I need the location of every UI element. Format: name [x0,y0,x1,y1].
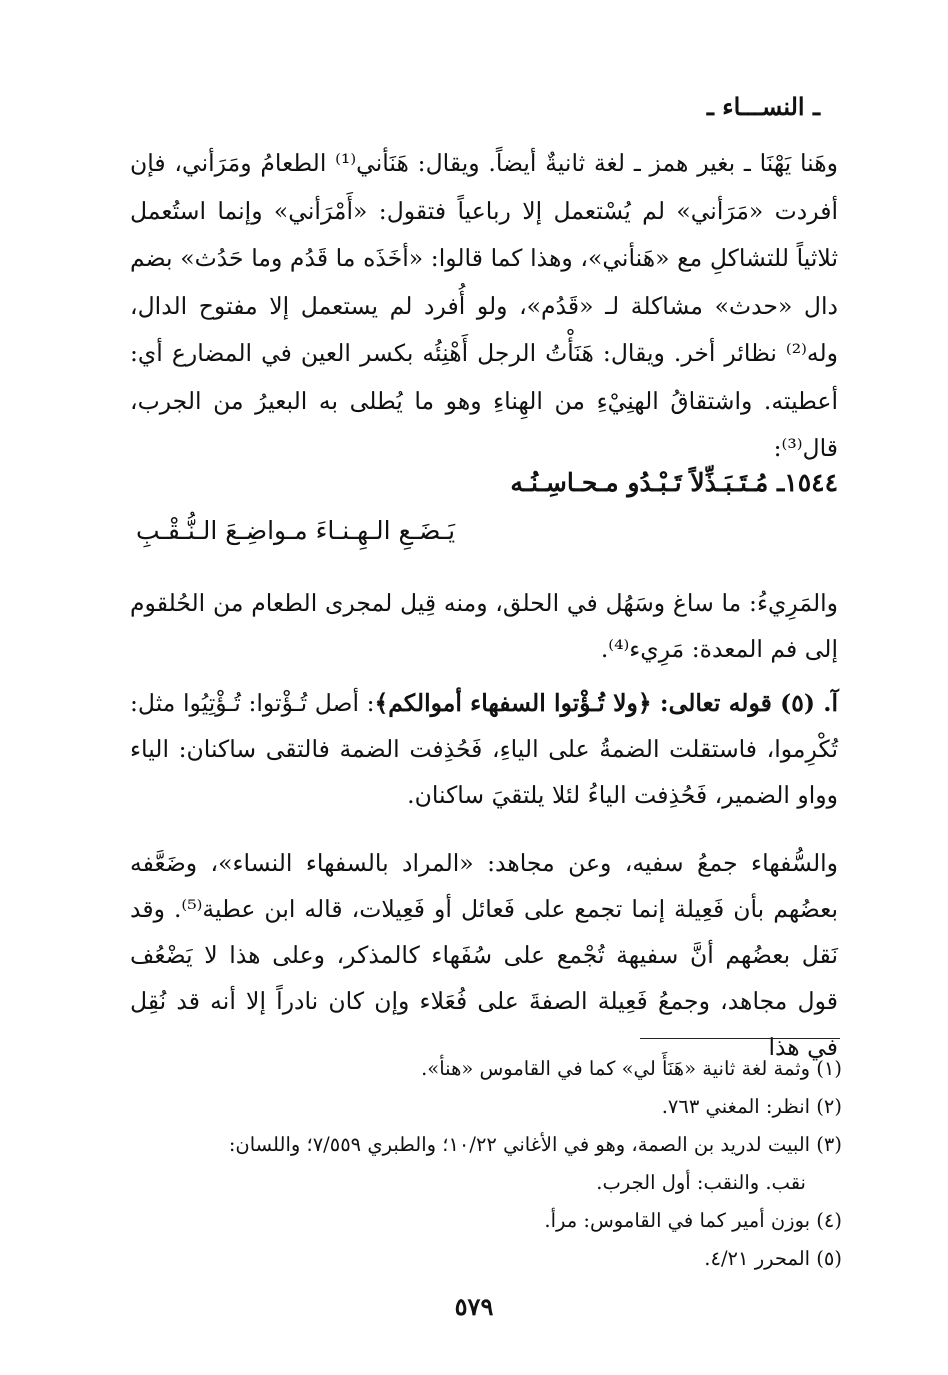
paragraph-3-text: : أصل تُـؤْتوا: تُـؤْتِيُوا مثل: تُكْرِموا، فاستقلت الضمةُ على الياءِ، فَحُذِفت الضمة فالتقى ساكنان: الياء وواو الضمير، فَحُذِفت الياءُ لئلا يلتقيَ ساكنان. [130,689,838,809]
page-number: ٥٧٩ [454,1292,494,1321]
footnote-2: (٢) انظر: المغني ٧٦٣. [661,1095,842,1118]
footnote-4: (٤) بوزن أمير كما في القاموس: مرأ. [544,1209,842,1232]
paragraph-1: وهَنا يَهْنَا ـ بغير همز ـ لغة ثانيةٌ أيضاً. ويقال: هَنَأني⁽¹⁾ الطعامُ ومَرَأني، فإن أفردت «مَرَأني» لم يُسْتعمل إلا رباعياً فتقول: «أَمْرَأني» وإنما استُعمل ثلاثياً للتشاكلِ مع «هَنأني»، وهذا كما قالوا: «أخَذَه ما قَدُم وما حَدُث» بضم دال «حدث» مشاكلة لـ «قَدُم»، ولو أُفرد لم يستعمل إلا مفتوح الدال، وله⁽²⁾ نظائر أخر. ويقال: هَنَأْتُ الرجل أَهْنِئُه بكسر العين في المضارع أي: أعطيته. واشتقاقُ الهنِيْءِ من الهِناءِ وهو ما يُطلى به البعيرُ من الجرب، قال⁽³⁾: [130,149,838,462]
paragraph-2: والمَرِيءُ: ما ساغ وسَهُل في الحلق، ومنه قِيل لمجرى الطعام من الحُلقوم إلى فم المعدة: مَرِيء⁽⁴⁾. [130,589,838,663]
verse-line-2: يَـضَـعِ الـهِـنـاءَ مـواضِـعَ الـنُّـقْـبِ [136,516,456,545]
verse-line-1: ١٥٤٤ـ مُـتَـبَـذِّلاً تَـبْـدُو مـحـاسِـنُـه [510,468,838,497]
running-header: ـ النســـاء ـ [706,92,820,121]
footnote-3: (٣) البيت لدريد بن الصمة، وهو في الأغاني ١٠/٢٢؛ والطبري ٧/٥٥٩؛ واللسان: [228,1133,842,1156]
paragraph-4: والسُّفهاء جمعُ سفيه، وعن مجاهد: «المراد بالسفهاء النساء»، وضَعَّفه بعضُهم بأن فَعِيلة إنما تجمع على فَعائل أو فَعِيلات، قاله ابن عطية⁽⁵⁾. وقد نَقل بعضُهم أنَّ سفيهة تُجْمع على سُفَهاء كالمذكر، وعلى هذا لا يَضْعُف قول مجاهد، وجمعُ فَعِيلة الصفةَ على فُعَلاء وإن كان نادراً إلا أنه قد نُقِل في هذا [130,849,838,1061]
paragraph-3 [130,680,838,818]
footnote-divider [640,1038,840,1039]
footnote-5: (٥) المحرر ٤/٢١. [704,1247,842,1270]
footnote-1: (١) وثمة لغة ثانية «هَنَأَ لي» كما في القاموس «هنأ». [421,1057,842,1080]
footnote-3-continued: نقب. والنقب: أول الجرب. [596,1171,806,1194]
verse-citation: آ. (٥) قوله تعالى: ﴿ولا تُـؤْتوا السفهاء أموالكم﴾ [374,689,839,717]
footnotes [130,1050,842,1278]
